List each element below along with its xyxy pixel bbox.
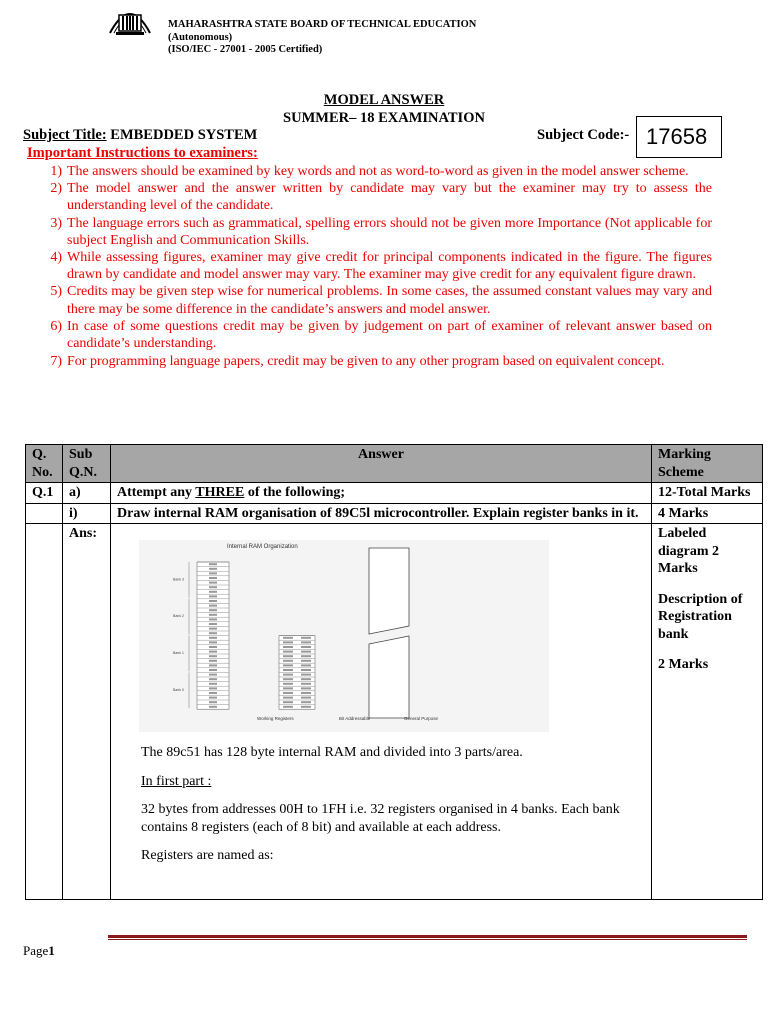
bit-row-mark <box>301 664 311 666</box>
table-row <box>26 524 763 900</box>
board-header <box>168 19 476 57</box>
instruction-text: The answers should be examined by key words and not as word-to-word as given in the model answer scheme. <box>67 164 689 179</box>
answer-paragraph: 32 bytes from addresses 00H to 1FH i.e. 32 registers organised in 4 banks. Each bank contains 8 registers (each of 8 bit) and available at each address. <box>141 802 620 835</box>
instruction-text: In case of some questions credit may be given by judgement on part of examiner of relevant answer based on candidate’s understanding. <box>67 318 712 352</box>
bit-row-mark <box>283 687 293 689</box>
diagram-label-working: Working Registers <box>257 716 294 721</box>
bit-row-mark <box>301 687 311 689</box>
page-number <box>23 943 55 959</box>
header-answer: Answer <box>111 445 652 483</box>
register-row-mark <box>209 563 217 565</box>
bit-row-mark <box>283 669 293 671</box>
instruction-number: 1) <box>50 164 62 179</box>
answer-table <box>25 444 763 900</box>
msbte-logo <box>106 1 154 43</box>
page-num: 1 <box>48 943 55 958</box>
exam-title: SUMMER– 18 EXAMINATION <box>283 110 485 126</box>
register-row-mark <box>209 618 217 620</box>
marks-diagram: Labeled diagram 2 Marks <box>658 526 720 576</box>
diagram-title: Internal RAM Organization <box>227 544 298 550</box>
bit-row-mark <box>301 637 311 639</box>
instruction-text: The model answer and the answer written by candidate may vary but the examiner may try to assess the understanding level of the candidate. <box>67 181 712 214</box>
instruction-item <box>40 353 712 370</box>
register-row-mark <box>209 609 217 611</box>
instruction-item <box>40 163 712 180</box>
bit-row-mark <box>283 697 293 699</box>
subject-code-label: Subject Code:- <box>537 127 630 143</box>
table-row <box>26 503 763 524</box>
instruction-item <box>40 318 712 352</box>
register-row-mark <box>209 692 217 694</box>
bit-row-mark <box>301 655 311 657</box>
register-row-mark <box>209 660 217 662</box>
subject-title-value: EMBEDDED SYSTEM <box>106 127 258 143</box>
register-row-mark <box>209 577 217 579</box>
instruction-item <box>40 180 712 214</box>
bit-row-mark <box>283 637 293 639</box>
board-certification: (ISO/IEC - 27001 - 2005 Certified) <box>168 44 323 55</box>
table-row <box>26 483 763 504</box>
bit-row-mark <box>301 651 311 653</box>
instruction-item <box>40 283 712 317</box>
register-row-mark <box>209 655 217 657</box>
register-row-mark <box>209 605 217 607</box>
register-row-mark <box>209 586 217 588</box>
question-text-post: of the following; <box>244 485 346 500</box>
answer-subheading: In first part : <box>141 773 212 789</box>
bit-row-mark <box>283 706 293 708</box>
board-name: MAHARASHTRA STATE BOARD OF TECHNICAL EDUCATION <box>168 19 477 30</box>
register-row-mark <box>209 646 217 648</box>
general-purpose-area-top <box>369 548 409 634</box>
register-row-mark <box>209 678 217 680</box>
footer-rule-thin <box>108 939 747 940</box>
instructions-heading: Important Instructions to examiners: <box>27 145 258 161</box>
answer-text <box>141 744 651 865</box>
register-row-mark <box>209 600 217 602</box>
instruction-text: Credits may be given step wise for numerical problems. In some cases, the assumed constant values may vary and there may be some difference in the candidate’s answers and model answer. <box>67 284 712 317</box>
question-text-pre: Attempt any <box>117 485 196 500</box>
page-label: Page <box>23 943 49 958</box>
bit-row-mark <box>283 660 293 662</box>
header-sub-qn: Sub Q.N. <box>63 445 111 483</box>
subject-code-box: 17658 <box>636 116 722 158</box>
register-row-mark <box>209 568 217 570</box>
register-row-mark <box>209 623 217 625</box>
instructions-list <box>40 163 712 370</box>
bit-row-mark <box>301 660 311 662</box>
bit-row-mark <box>301 683 311 685</box>
model-answer-text: MODEL ANSWER <box>323 92 445 108</box>
model-answer-title <box>0 92 768 109</box>
bit-row-mark <box>301 674 311 676</box>
bit-row-mark <box>283 641 293 643</box>
register-row-mark <box>209 632 217 634</box>
marks-description-value: 2 Marks <box>658 657 709 672</box>
cell-q-no: Q.1 <box>26 483 63 504</box>
bit-row-mark <box>283 701 293 703</box>
register-row-mark <box>209 701 217 703</box>
cell-q-no-empty <box>26 503 63 524</box>
register-row-mark <box>209 651 217 653</box>
register-row-mark <box>209 582 217 584</box>
bit-row-mark <box>283 674 293 676</box>
table-header-row <box>26 445 763 483</box>
register-row-mark <box>209 706 217 708</box>
bit-row-mark <box>283 655 293 657</box>
question-text-emphasis: THREE <box>195 485 245 500</box>
general-purpose-area-bottom <box>369 636 409 718</box>
bit-row-mark <box>301 697 311 699</box>
bit-row-mark <box>301 692 311 694</box>
bit-row-mark <box>283 646 293 648</box>
bit-row-mark <box>301 669 311 671</box>
bank-label: Bank 2 <box>173 614 184 619</box>
register-row-mark <box>209 687 217 689</box>
cell-marks: 12-Total Marks <box>652 483 763 504</box>
header-marking-scheme: Marking Scheme <box>652 445 763 483</box>
register-row-mark <box>209 683 217 685</box>
bit-row-mark <box>301 646 311 648</box>
diagram-label-bit: Bit Addressable <box>339 716 371 721</box>
answer-paragraph: The 89c51 has 128 byte internal RAM and divided into 3 parts/area. <box>141 745 523 760</box>
instruction-text: The language errors such as grammatical, spelling errors should not be given more Importance (Not applicable for subject English and Communication Skills. <box>67 215 712 248</box>
instruction-text: For programming language papers, credit may be given to any other program based on equivalent concept. <box>67 354 665 370</box>
board-autonomous: (Autonomous) <box>168 31 233 43</box>
header-q-no: Q. No. <box>26 445 63 483</box>
diagram-label-general: General Purpose <box>404 716 439 721</box>
cell-answer-body <box>111 524 652 900</box>
internal-ram-diagram <box>139 540 549 732</box>
bit-row-mark <box>283 692 293 694</box>
answer-paragraph: Registers are named as: <box>141 848 274 863</box>
cell-question: Draw internal RAM organisation of 89C5l microcontroller. Explain register banks in it. <box>111 503 652 524</box>
subject-title <box>23 127 257 144</box>
cell-marks: 4 Marks <box>652 503 763 524</box>
register-row-mark <box>209 614 217 616</box>
instruction-item <box>40 249 712 283</box>
register-row-mark <box>209 628 217 630</box>
bit-row-mark <box>301 641 311 643</box>
bit-row-mark <box>283 651 293 653</box>
bank-label: Bank 1 <box>173 651 184 655</box>
register-row-mark <box>209 572 217 574</box>
instruction-number: 5) <box>50 284 62 300</box>
bit-row-mark <box>283 678 293 680</box>
register-row-mark <box>209 591 217 593</box>
subject-title-label: Subject Title: <box>23 127 107 143</box>
register-row-mark <box>209 637 217 639</box>
bit-row-mark <box>301 678 311 680</box>
cell-sub: i) <box>63 503 111 524</box>
cell-marking-details <box>652 524 763 900</box>
cell-question <box>111 483 652 504</box>
bit-row-mark <box>301 706 311 708</box>
register-row-mark <box>209 697 217 699</box>
register-row-mark <box>209 674 217 676</box>
bit-row-mark <box>301 701 311 703</box>
cell-sub: a) <box>63 483 111 504</box>
register-row-mark <box>209 664 217 666</box>
cell-ans-label: Ans: <box>63 524 111 900</box>
instruction-number: 4) <box>50 250 62 266</box>
register-row-mark <box>209 595 217 597</box>
instruction-item <box>40 215 712 249</box>
footer-rule <box>108 935 747 938</box>
cell-q-no-empty <box>26 524 63 900</box>
bit-row-mark <box>283 683 293 685</box>
instruction-number: 6) <box>50 318 62 334</box>
instruction-number: 3) <box>50 215 62 231</box>
marks-description: Description of Registration bank <box>658 591 743 642</box>
bit-row-mark <box>283 664 293 666</box>
instruction-number: 2) <box>50 181 62 197</box>
register-row-mark <box>209 669 217 671</box>
register-row-mark <box>209 641 217 643</box>
bank-label: Bank 0 <box>173 687 184 692</box>
instruction-text: While assessing figures, examiner may give credit for principal components indicated in the figure. The figures drawn by candidate and model answer may vary. The examiner may give credit for any equivalent figure drawn. <box>67 250 712 283</box>
bank-label: Bank 3 <box>173 577 184 582</box>
instruction-number: 7) <box>50 354 62 370</box>
